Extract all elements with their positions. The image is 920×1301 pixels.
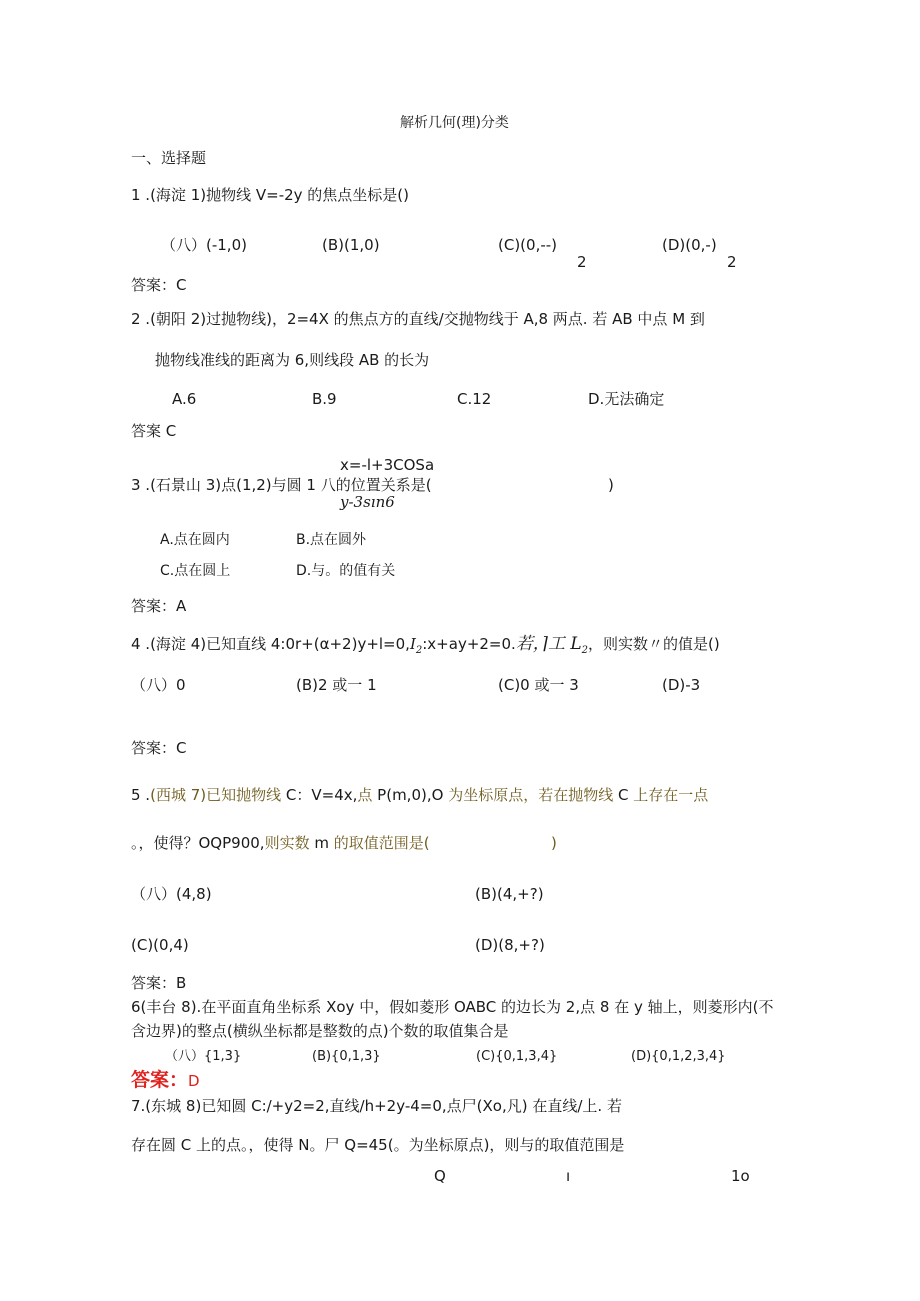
q6-option-a: （八）{1,3} (165, 1049, 242, 1064)
q5-stem-part-f: C (613, 786, 634, 804)
q1-option-b: (B)(1,0) (322, 236, 380, 254)
q5-answer: 答案：B (131, 974, 187, 992)
q6-option-c: (C){0,1,3,4} (476, 1049, 558, 1064)
q6-answer-label: 答案： (131, 1069, 189, 1091)
page-title: 解析几何(理)分类 (400, 115, 509, 131)
q5-option-d: (D)(8,+?) (475, 936, 545, 954)
q4-option-a: （八）0 (131, 676, 186, 694)
q6-stem: 6(丰台 8).在平面直角坐标系 Xoy 中，假如菱形 OABC 的边长为 2,点 8 在 y 轴上，则菱形内(不 (131, 998, 774, 1016)
q4-stem-part-a: 4 .(海淀 4)已知直线 4:0r+(α+2)y+l=0, (131, 635, 410, 653)
q2-option-a: A.6 (172, 390, 197, 408)
q5-line2-part-c: m (309, 834, 334, 852)
q2-answer: 答案 C (131, 422, 177, 440)
q3-option-a: A.点在圆内 (160, 532, 230, 548)
q1-option-d: (D)(0,-) (662, 236, 717, 254)
q5-option-b: (B)(4,+?) (475, 885, 544, 903)
q2-option-d: D.无法确定 (588, 390, 665, 408)
q5-stem-part-c: 点 (357, 786, 373, 804)
q5-line2-part-a: 。，使得？OQP900, (131, 834, 265, 852)
q4-stem-part-c: :x+ay+2=0. (422, 635, 516, 653)
q7-fragment-i: ı (566, 1167, 571, 1185)
q5-stem-part-e: 为坐标原点，若在抛物线 (448, 786, 614, 804)
q5-line2-part-d: 的取值范围是( (333, 834, 430, 852)
q1-option-c-denominator: 2 (577, 253, 587, 271)
q2-option-b: B.9 (312, 390, 337, 408)
q4-option-d: (D)-3 (662, 676, 701, 694)
q4-stem-part-b-sub: 2 (415, 645, 423, 656)
q6-answer-value: D (188, 1072, 200, 1090)
q6-answer (131, 1069, 200, 1092)
q5-number: 5 . (131, 786, 151, 804)
q5-stem-line2 (131, 834, 430, 852)
q2-option-c: C.12 (457, 390, 492, 408)
q6-option-d: (D){0,1,2,3,4} (631, 1049, 726, 1064)
q2-stem-line2: 抛物线准线的距离为 6,则线段 AB 的长为 (155, 351, 430, 369)
q4-option-c: (C)0 或一 3 (498, 676, 579, 694)
q4-stem-part-e: ，则实数〃的值是() (588, 635, 720, 653)
q4-answer: 答案：C (131, 739, 187, 757)
q4-option-b: (B)2 或一 1 (296, 676, 377, 694)
q7-fragment-q: Q (434, 1167, 446, 1185)
q3-equation-bottom: y-3sın6 (340, 493, 395, 511)
q4-stem-part-d-sub: 2 (581, 645, 589, 656)
q5-option-c: (C)(0,4) (131, 936, 189, 954)
q5-stem (131, 786, 708, 804)
q1-option-a: （八）(-1,0) (161, 236, 247, 254)
q7-stem: 7.(东城 8)已知圆 C:/+y2=2,直线∕h+2y-4=0,点尸(Xo,凡) 在直线/上. 若 (131, 1097, 622, 1115)
q3-paren-close: ) (608, 476, 614, 494)
q5-line2-part-b: 则实数 (264, 834, 310, 852)
q3-stem: 3 .(石景山 3)点(1,2)与圆 1 八的位置关系是( (131, 476, 432, 494)
q5-stem-part-a: (西城 7)已知抛物线 (150, 786, 282, 804)
q4-stem-part-b: I (409, 635, 416, 653)
q6-stem-line2: 含边界)的整点(横纵坐标都是整数的点)个数的取值集合是 (131, 1022, 509, 1040)
q4-stem (131, 634, 720, 657)
q3-equation-top: x=-l+3COSa (340, 456, 435, 474)
q6-option-b: (B){0,1,3} (312, 1049, 381, 1064)
section-heading: 一、选择题 (131, 149, 207, 167)
q7-fragment-1o: 1o (731, 1167, 750, 1185)
q4-stem-part-d: 若，⌉工 L (515, 634, 582, 654)
q5-paren-close: ) (551, 834, 557, 852)
q1-stem: 1 .(海淀 1)抛物线 V=-2y 的焦点坐标是() (131, 186, 409, 204)
q5-stem-part-g: 上存在一点 (633, 786, 709, 804)
q3-option-b: B.点在圆外 (296, 532, 367, 548)
q1-answer: 答案：C (131, 276, 187, 294)
q1-option-c: (C)(0,--) (498, 236, 558, 254)
q5-stem-part-b: C：V=4x, (281, 786, 358, 804)
q3-answer: 答案：A (131, 597, 187, 615)
q7-stem-line2: 存在圆 C 上的点。，使得 N。尸 Q=45(。为坐标原点)，则与的取值范围是 (131, 1136, 625, 1154)
q5-option-a: （八）(4,8) (131, 885, 212, 903)
q3-option-d: D.与。的值有关 (296, 563, 396, 579)
q1-option-d-denominator: 2 (727, 253, 737, 271)
q3-option-c: C.点在圆上 (160, 563, 231, 579)
q2-stem: 2 .(朝阳 2)过抛物线)，2=4X 的焦点方的直线/交抛物线于 A,8 两点. 若 AB 中点 M 到 (131, 310, 705, 328)
q5-stem-part-d: P(m,0),O (372, 786, 449, 804)
